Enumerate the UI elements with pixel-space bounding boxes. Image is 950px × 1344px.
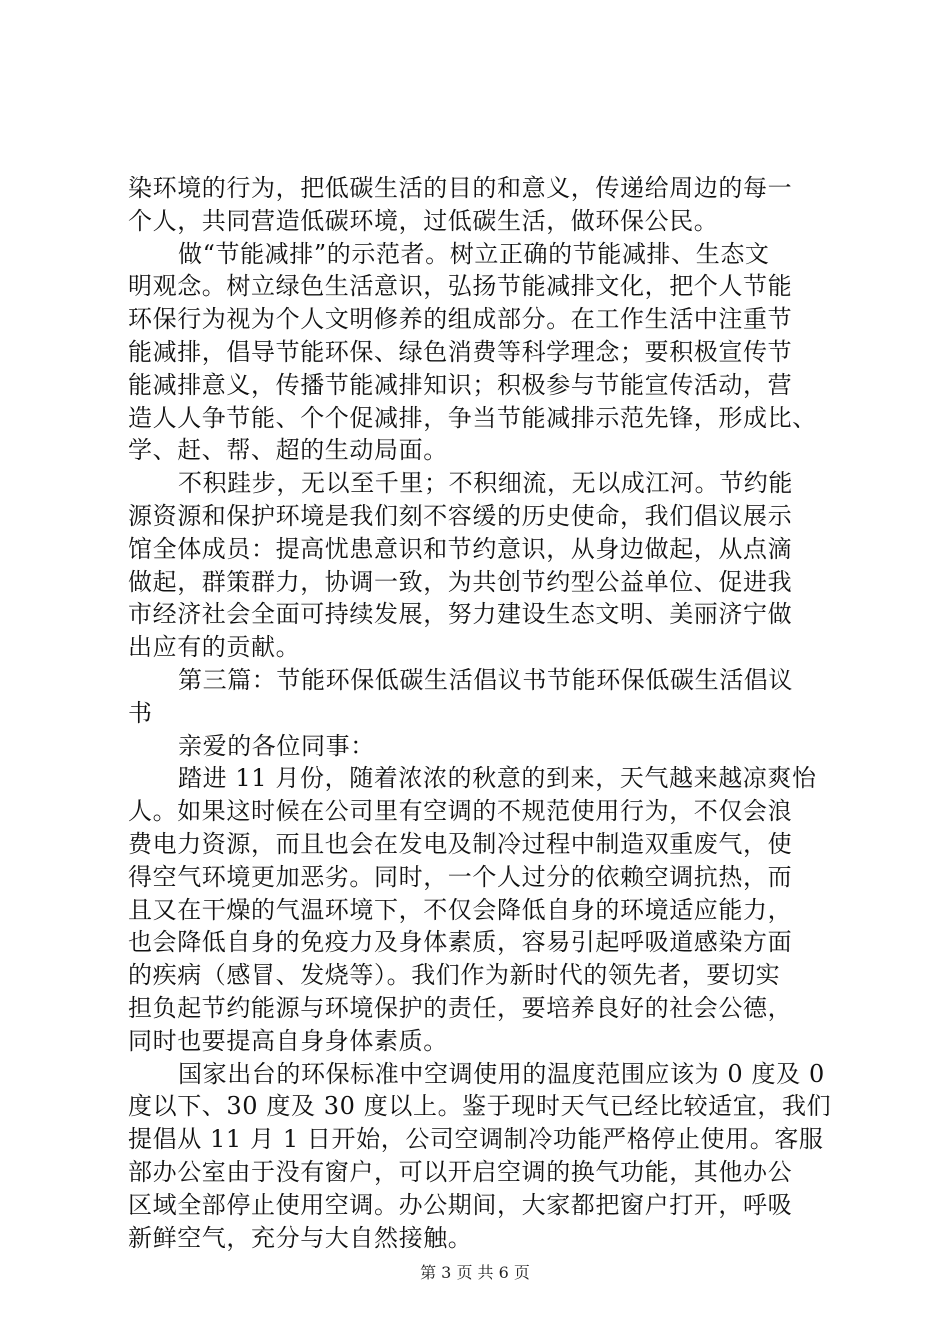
text-line: 费电力资源，而且也会在发电及制冷过程中制造双重废气，使 (128, 829, 793, 858)
text-line: 担负起节约能源与环境保护的责任，要培养良好的社会公德， (128, 993, 793, 1022)
text-line: 不积跬步，无以至千里；不积细流，无以成江河。节约能 (178, 469, 793, 498)
text-line: 源资源和保护环境是我们刻不容缓的历史使命，我们倡议展示 (128, 501, 793, 530)
text-line: 新鲜空气，充分与大自然接触。 (128, 1223, 473, 1252)
text-line: 环保行为视为个人文明修养的组成部分。在工作生活中注重节 (128, 305, 793, 334)
text-line: 人。如果这时候在公司里有空调的不规范使用行为，不仅会浪 (128, 797, 793, 826)
text-line: 第三篇：节能环保低碳生活倡议书节能环保低碳生活倡议 (178, 665, 793, 694)
text-line: 亲爱的各位同事： (178, 731, 375, 760)
text-line: 学、赶、帮、超的生动局面。 (128, 436, 448, 465)
text-line: 踏进 11 月份，随着浓浓的秋意的到来，天气越来越凉爽怡 (178, 764, 817, 793)
text-line: 市经济社会全面可持续发展，努力建设生态文明、美丽济宁做 (128, 600, 793, 629)
text-line: 的疾病（感冒、发烧等）。我们作为新时代的领先者，要切实 (128, 961, 781, 990)
text-line: 国家出台的环保标准中空调使用的温度范围应该为 0 度及 0 (178, 1059, 825, 1088)
text-line: 同时也要提高自身身体素质。 (128, 1026, 448, 1055)
text-line: 部办公室由于没有窗户，可以开启空调的换气功能，其他办公 (128, 1157, 793, 1186)
text-line: 个人，共同营造低碳环境，过低碳生活，做环保公民。 (128, 206, 719, 235)
text-line: 能减排意义，传播节能减排知识；积极参与节能宣传活动，营 (128, 370, 793, 399)
text-line: 得空气环境更加恶劣。同时，一个人过分的依赖空调抗热，而 (128, 862, 793, 891)
text-line: 出应有的贡献。 (128, 633, 301, 662)
text-line: 做起，群策群力，协调一致，为共创节约型公益单位、促进我 (128, 567, 793, 596)
text-line: 造人人争节能、个个促减排，争当节能减排示范先锋，形成比、 (128, 403, 817, 432)
text-line: 书 (128, 698, 153, 727)
document-body (128, 172, 840, 1254)
page-footer: 第 3 页 共 6 页 (420, 1263, 530, 1282)
text-line: 且又在干燥的气温环境下，不仅会降低自身的环境适应能力， (128, 895, 793, 924)
text-line: 明观念。树立绿色生活意识，弘扬节能减排文化，把个人节能 (128, 272, 793, 301)
text-line: 提倡从 11 月 1 日开始，公司空调制冷功能严格停止使用。客服 (128, 1125, 824, 1154)
text-line: 也会降低自身的免疫力及身体素质，容易引起呼吸道感染方面 (128, 928, 793, 957)
text-line: 区域全部停止使用空调。办公期间，大家都把窗户打开，呼吸 (128, 1190, 793, 1219)
text-line: 染环境的行为，把低碳生活的目的和意义，传递给周边的每一 (128, 174, 793, 202)
text-line: 能减排，倡导节能环保、绿色消费等科学理念；要积极宣传节 (128, 337, 793, 366)
text-line: 馆全体成员：提高忧患意识和节约意识，从身边做起，从点滴 (128, 534, 793, 563)
text-line: 度以下、30 度及 30 度以上。鉴于现时天气已经比较适宜，我们 (128, 1092, 832, 1121)
text-line: 做“节能减排”的示范者。树立正确的节能减排、生态文 (178, 239, 770, 268)
